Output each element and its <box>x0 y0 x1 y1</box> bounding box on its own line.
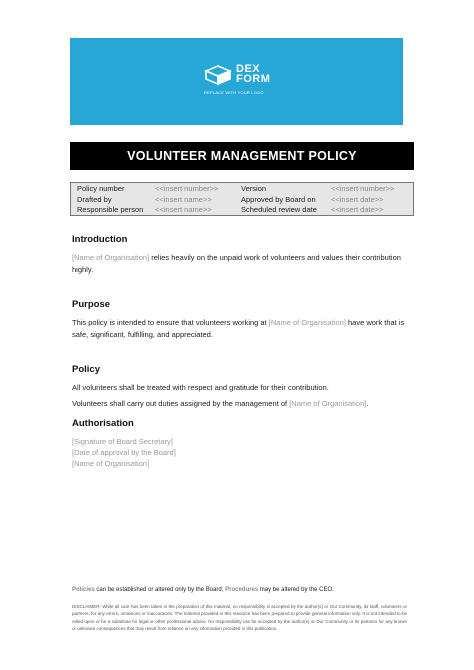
purpose-text: This policy is intended to ensure that volunteers working at [Name of Organisation] have work that is safe, significant, fulfilling, and appreciated. <box>72 318 405 339</box>
introduction-heading: Introduction <box>72 234 128 245</box>
info-row: Drafted by <<insert name>> Approved by Board on <<insert date>> <box>77 194 384 204</box>
logo-banner <box>70 38 403 125</box>
footer-policy-note: Policies can be established or altered only by the Board; Procedures may be altered by the CEO. <box>72 587 334 593</box>
logo-tagline: REPLACE WITH YOUR LOGO <box>204 90 264 95</box>
introduction-text: [Name of Organisation] relies heavily on the unpaid work of volunteers and values their contribution highly. <box>72 253 401 274</box>
info-row: Responsible person <<insert name>> Scheduled review date <<insert date>> <box>77 205 384 214</box>
policy-info-table <box>70 182 414 216</box>
document-title: VOLUNTEER MANAGEMENT POLICY <box>70 142 414 170</box>
policy-text-2: Volunteers shall carry out duties assigned by the management of [Name of Organisation]. <box>72 399 369 408</box>
box-icon <box>204 64 232 86</box>
organisation-placeholder: [Name of Organisation] <box>72 459 150 468</box>
info-row: Policy number <<insert number>> Version <<insert number>> <box>77 184 395 193</box>
policy-text-1: All volunteers shall be treated with respect and gratitude for their contribution. <box>72 383 329 392</box>
logo-name: DEX FORM <box>236 63 271 85</box>
logo <box>204 62 284 102</box>
signature-placeholder: [Signature of Board Secretary] <box>72 437 173 446</box>
disclaimer: DISCLAIMER: While all care has been taken in the preparation of this material, no responsibility is accepted by the author(s) or Our Community, its staff, volunteers or partners, for any errors, omissions or inaccuracies. The material provided in this resource has been prepared to provide general information only. It is not intended to be relied upon or be a substitute for legal or other professional advice. No responsibility can be accepted by the author(s) or Our Community or its partners for any known or unknown consequences that may result from reliance on any information provided in this publication. <box>72 604 407 631</box>
purpose-heading: Purpose <box>72 299 111 310</box>
approval-date-placeholder: [Date of approval by the Board] <box>72 448 176 457</box>
authorisation-heading: Authorisation <box>72 418 134 429</box>
policy-heading: Policy <box>72 364 100 375</box>
